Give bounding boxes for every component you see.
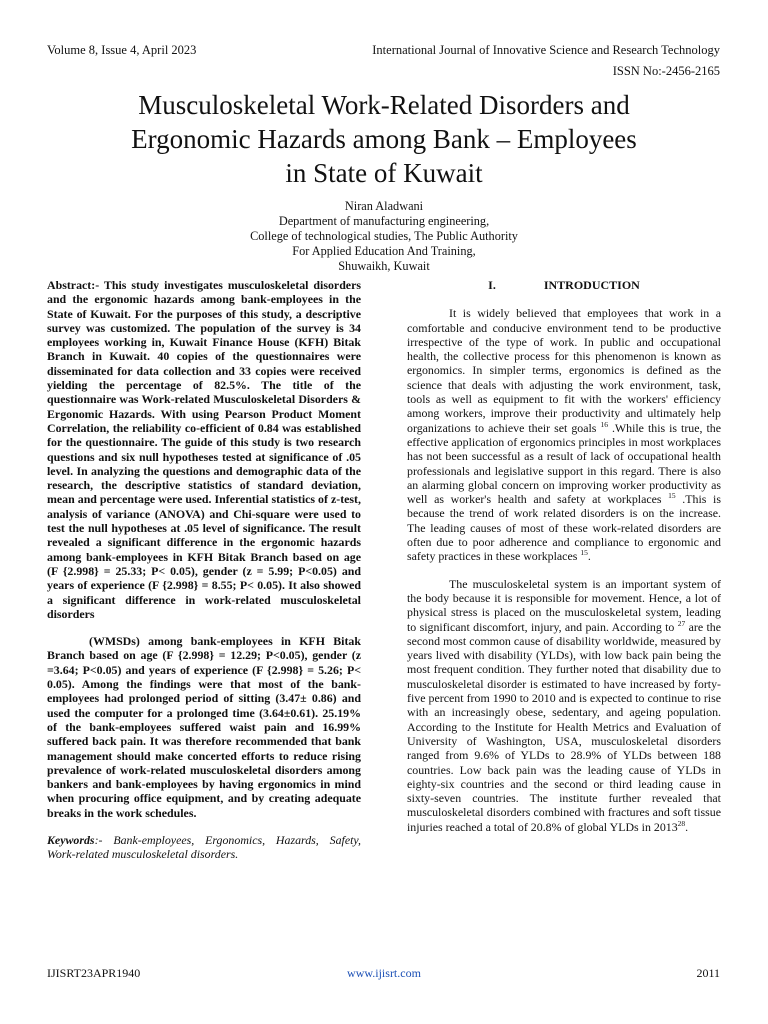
keywords-text: :- Bank-employees, Ergonomics, Hazards, Safety, Work-related musculoskeletal disorders. [47,832,361,862]
text-run: The musculoskeletal system is an important system of the body because it is responsible for movement. Hence, a lot of physical stress is placed on the musculoskeletal system, leading to significant discomfort, injury, and pain. According to [407,576,721,634]
citation: 16 [600,419,608,429]
paper-code: IJISRT23APR1940 [47,966,141,980]
abstract-paragraph: Abstract:- This study investigates musculoskeletal disorders and the ergonomic hazards among bank-employees in the State of Kuwait. For the purposes of this study, a descriptive survey was customized. The population of the survey is 34 employees working in, Kuwait Finance House (KFH) Bitak Branch in Kuwait. 40 copies of the questionnaires were disseminated for data collection and 33 copies were received yielding the percentage of 82.5%. The title of the questionnaire was Work-related Musculoskeletal Disorders & Ergonomic Hazards. With using Pearson Product Moment Correlation, the reliability co-efficient of 0.84 was established for the questionnaire. The guide of this study is two research questions and six null hypotheses tested at significance of .05 level. In analyzing the questions and demographic data of the research, the descriptive statistics of standard deviation, mean and percentage were used. Inferential statistics of z-test, analysis of variance (ANOVA) and Chi-square were used to test the null hypotheses at .05 level of significance. The result revealed a significant difference in the ergonomic hazards among bank-employees in KFH Bitak Branch based on age (F {2.998} = 25.33; P< 0.05), gender (z = 5.99; P<0.05) and years of experience (F {2.998} = 8.55; P< 0.05). It also showed a significant difference in work-related musculoskeletal disorders [47,278,361,621]
section-number: I. [488,278,496,292]
author-institution: For Applied Education And Training, [292,244,476,258]
issn: ISSN No:-2456-2165 [612,64,720,78]
author-city: Shuwaikh, Kuwait [338,259,430,273]
keywords-label: Keywords [47,832,95,847]
author-block [140,199,628,274]
author-name: Niran Aladwani [344,199,424,213]
text-run: . [587,549,591,564]
text-run: .This is because the trend of work related disorders is on the increase. The leading causes of most of these work-related disorders are often due to poor adherence and compliance to ergonomic and safety practices in these workplaces [407,492,721,564]
text-run: . [685,819,689,834]
intro-paragraph-1 [407,306,721,563]
title-line: Ergonomic Hazards among Bank – Employees [131,124,637,154]
journal-volume: Volume 8, Issue 4, April 2023 [47,43,197,57]
citation: 15 [580,548,588,558]
title-line: Musculoskeletal Work-Related Disorders and [138,90,630,120]
author-dept: Department of manufacturing engineering, [278,214,490,228]
citation: 27 [677,618,686,628]
text-run: It is widely believed that employees that work in a comfortable and conducive environment tend to be productive irrespective of the type of work. In public and occupational health, the collective process for this phenomenon is known as ergonomics. In simpler terms, ergonomics is defined as the science that deals with adjusting the work environment, task, tools as well as equipment to fit with the workers' efficiency among workers, improve their productivity and ultimately help organizations to achieve their set goals [407,306,721,435]
section-title: INTRODUCTION [543,278,640,292]
page-number: 2011 [696,966,720,980]
abstract-paragraph-continued: (WMSDs) among bank-employees in KFH Bitak Branch based on age (F {2.998} = 12.29; P<0.05), gender (z =3.64; P<0.05) and years of experience (F {2.998} = 5.26; P< 0.05). Among the findings were that most of the bank-employees had prolonged period of sitting (3.47± 0.86) and used the computer for a prolonged time (3.64±0.61). 25.19% of the bank-employees suffered waist pain and 16.99% suffered back pain. It was therefore recommended that bank management should make concerted efforts to reduce rising prevalence of work-related musculoskeletal disorders among bankers and bank-employees by having ergonomics in mind when procuring office equipment, and by creating adequate breaks in the work schedules. [47,634,361,820]
keywords [47,833,361,862]
introduction-column [407,278,721,834]
abstract-column [47,278,361,862]
text-run: are the second most common cause of disability worldwide, measured by years lived with disability (YLDs), with low back pain being the most frequent condition. They further noted that disability due to musculoskeletal disorder is estimated to have increased by forty-five percent from 1990 to 2010 and is expected to continue to rise with an increasingly obese, sedentary, and ageing population. According to the Institute for Health Metrics and Evaluation of University of Washington, USA, musculoskeletal disorders ranged from 9.6% of YLDs to 28.9% of YLDs between 188 countries. Low back pain was the leading cause of YLDs in eighty-six countries and the second or third leading cause in sixty-seven countries. The institute further revealed that musculoskeletal disorders combined with fractures and soft tissue injuries reached a total of 20.8% of global YLDs in 2013 [407,619,722,834]
paper-title [40,88,728,190]
citation: 28 [677,818,686,828]
intro-paragraph-2 [407,577,721,834]
author-college: College of technological studies, The Public Authority [250,229,518,243]
text-run: .While this is true, the effective application of ergonomics principles in most workplaces has not been successful as a result of lack of occupational health professionals and legislative support in this regard. There is also an alarming global concern on improving worker productivity as well as worker's health and safety at workplaces [407,420,722,507]
title-line: in State of Kuwait [285,158,483,188]
section-heading [407,278,721,292]
journal-url-link[interactable]: www.ijisrt.com [347,966,421,980]
journal-name: International Journal of Innovative Science and Research Technology [372,43,720,57]
citation: 15 [668,491,676,501]
